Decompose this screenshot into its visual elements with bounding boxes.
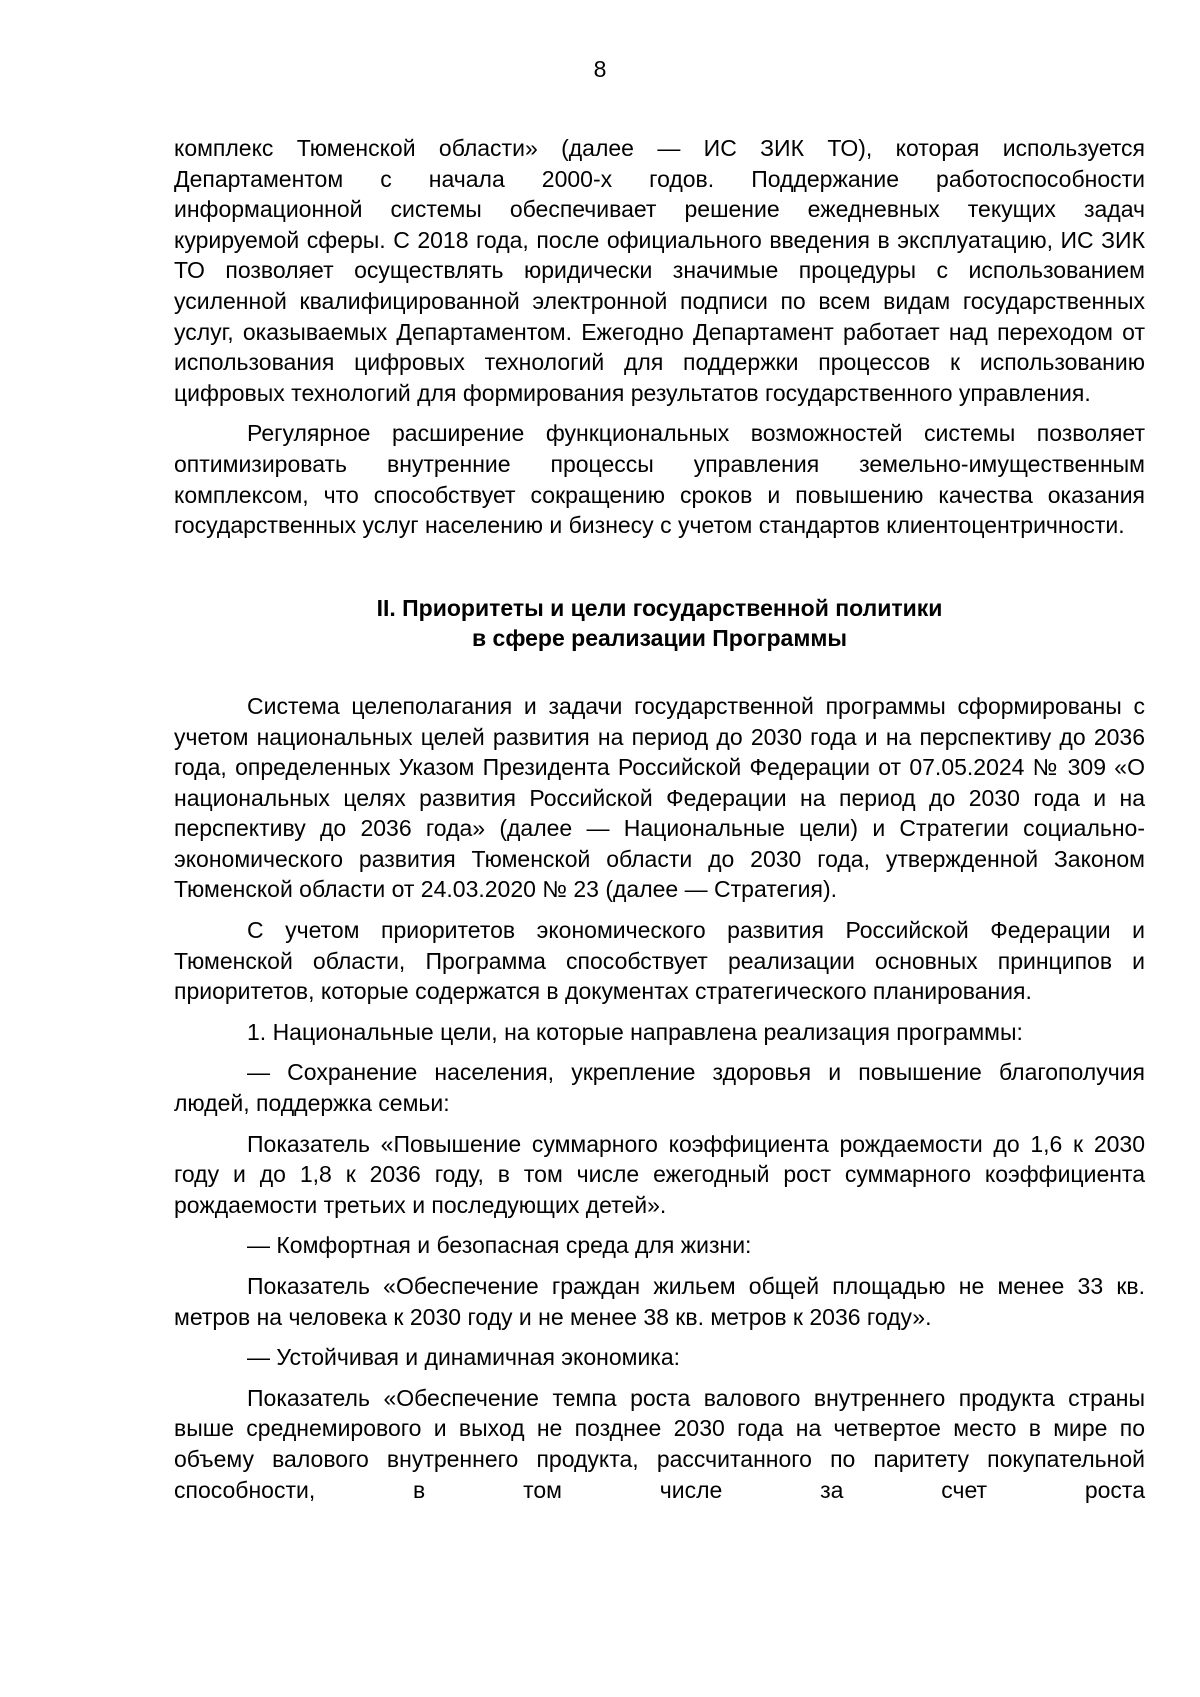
- indicator-housing: Показатель «Обеспечение граждан жильем общей площадью не менее 33 кв. метров на человека к 2030 году и не менее 38 кв. метров к 2036 году».: [174, 1273, 1145, 1330]
- section-heading-line-1: II. Приоритеты и цели государственной политики: [376, 594, 943, 621]
- indicator-birth-rate: Показатель «Повышение суммарного коэффициента рождаемости до 1,6 к 2030 году и до 1,8 к 2036 году, в том числе ежегодный рост суммарного коэффициента рождаемости третьих и последующих детей».: [174, 1130, 1145, 1218]
- section-heading-line-2: в сфере реализации Программы: [472, 625, 847, 652]
- paragraph-priorities: С учетом приоритетов экономического развития Российской Федерации и Тюменской области, Программа способствует реализации основных принципов и приоритетов, которые содержатся в документах стратегического планирования.: [174, 917, 1145, 1005]
- document-body: [174, 133, 1145, 1515]
- paragraph-national-goals-intro: 1. Национальные цели, на которые направлена реализация программы:: [247, 1018, 1023, 1045]
- section-heading: [174, 593, 1145, 654]
- list-item-economy: — Устойчивая и динамичная экономика:: [247, 1344, 681, 1371]
- list-item-living-environment: — Комфортная и безопасная среда для жизни:: [247, 1232, 752, 1259]
- indicator-gdp: Показатель «Обеспечение темпа роста валового внутреннего продукта страны выше среднемирового и выход не позднее 2030 года на четвертое место в мире по объему валового внутреннего продукта, рассчитанного по паритету покупательной способности, в том числе за счет роста: [174, 1384, 1145, 1503]
- paragraph-system-expansion: Регулярное расширение функциональных возможностей системы позволяет оптимизировать внутренние процессы управления земельно-имущественным комплексом, что способствует сокращению сроков и повышению качества оказания государственных услуг населению и бизнесу с учетом стандартов клиентоцентричности.: [174, 420, 1145, 539]
- paragraph-continuation: комплекс Тюменской области» (далее — ИС ЗИК ТО), которая используется Департаментом с начала 2000-х годов. Поддержание работоспособности информационной системы обеспечивает решение ежедневных текущих задач курируемой сферы. С 2018 года, после официального введения в эксплуатацию, ИС ЗИК ТО позволяет осуществлять юридически значимые процедуры с использованием усиленной квалифицированной электронной подписи по всем видам государственных услуг, оказываемых Департаментом. Ежегодно Департамент работает над переходом от использования цифровых технологий для поддержки процессов к использованию цифровых технологий для формирования результатов государственного управления.: [174, 135, 1145, 406]
- paragraph-goal-setting: Система целеполагания и задачи государственной программы сформированы с учетом национальных целей развития на период до 2030 года и на перспективу до 2036 года, определенных Указом Президента Российской Федерации от 07.05.2024 № 309 «О национальных целях развития Российской Федерации на период до 2030 года и на перспективу до 2036 года» (далее — Национальные цели) и Стратегии социально-экономического развития Тюменской области до 2030 года, утвержденной Законом Тюменской области от 24.03.2020 № 23 (далее — Стратегия).: [174, 692, 1145, 903]
- page-number: 8: [593, 56, 607, 82]
- list-item-population: — Сохранение населения, укрепление здоровья и повышение благополучия людей, поддержка семьи:: [174, 1059, 1145, 1117]
